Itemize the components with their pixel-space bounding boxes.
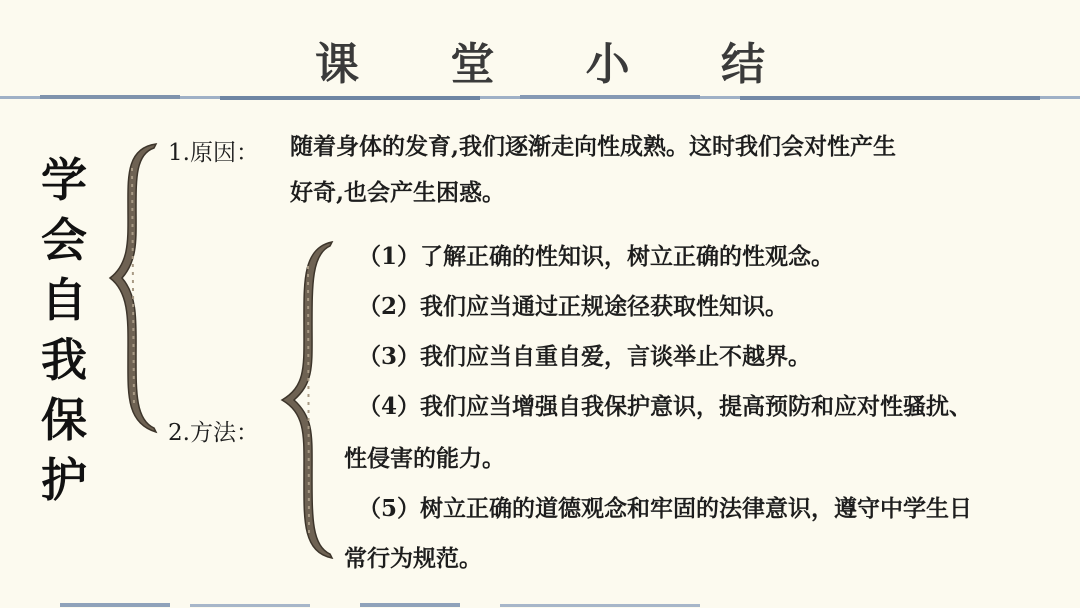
large-brace-icon [104, 138, 164, 438]
side-title-char: 自 [41, 273, 87, 327]
method-item-4: （4）我们应当增强自我保护意识，提高预防和应对性骚扰、 [358, 393, 973, 420]
method-item-3: （3）我们应当自重自爱，言谈举止不越界。 [358, 343, 812, 370]
title-divider [0, 94, 1080, 102]
side-title-char: 保 [41, 393, 87, 447]
method-item-4-cont: 性侵害的能力。 [344, 445, 505, 472]
side-title-char: 护 [41, 453, 87, 507]
method-item-1: （1）了解正确的性知识，树立正确的性观念。 [358, 243, 835, 270]
reason-text [290, 124, 1030, 216]
reason-line-2: 好奇,也会产生困惑。 [290, 179, 506, 206]
side-title [34, 150, 94, 510]
method-item-5: （5）树立正确的道德观念和牢固的法律意识，遵守中学生日 [358, 495, 973, 522]
reason-label: 1.原因： [168, 140, 259, 166]
reason-line-1: 随着身体的发育,我们逐渐走向性成熟。这时我们会对性产生 [290, 133, 897, 160]
side-title-char: 学 [41, 153, 87, 207]
side-title-char: 我 [41, 333, 87, 387]
small-brace-icon [276, 236, 338, 564]
page-title: 课 堂 小 结 [315, 39, 803, 90]
bottom-divider [0, 600, 1080, 608]
method-item-2: （2）我们应当通过正规途径获取性知识。 [358, 293, 789, 320]
method-item-5-cont: 常行为规范。 [344, 545, 482, 572]
side-title-char: 会 [41, 213, 87, 267]
method-label: 2.方法： [168, 420, 259, 446]
